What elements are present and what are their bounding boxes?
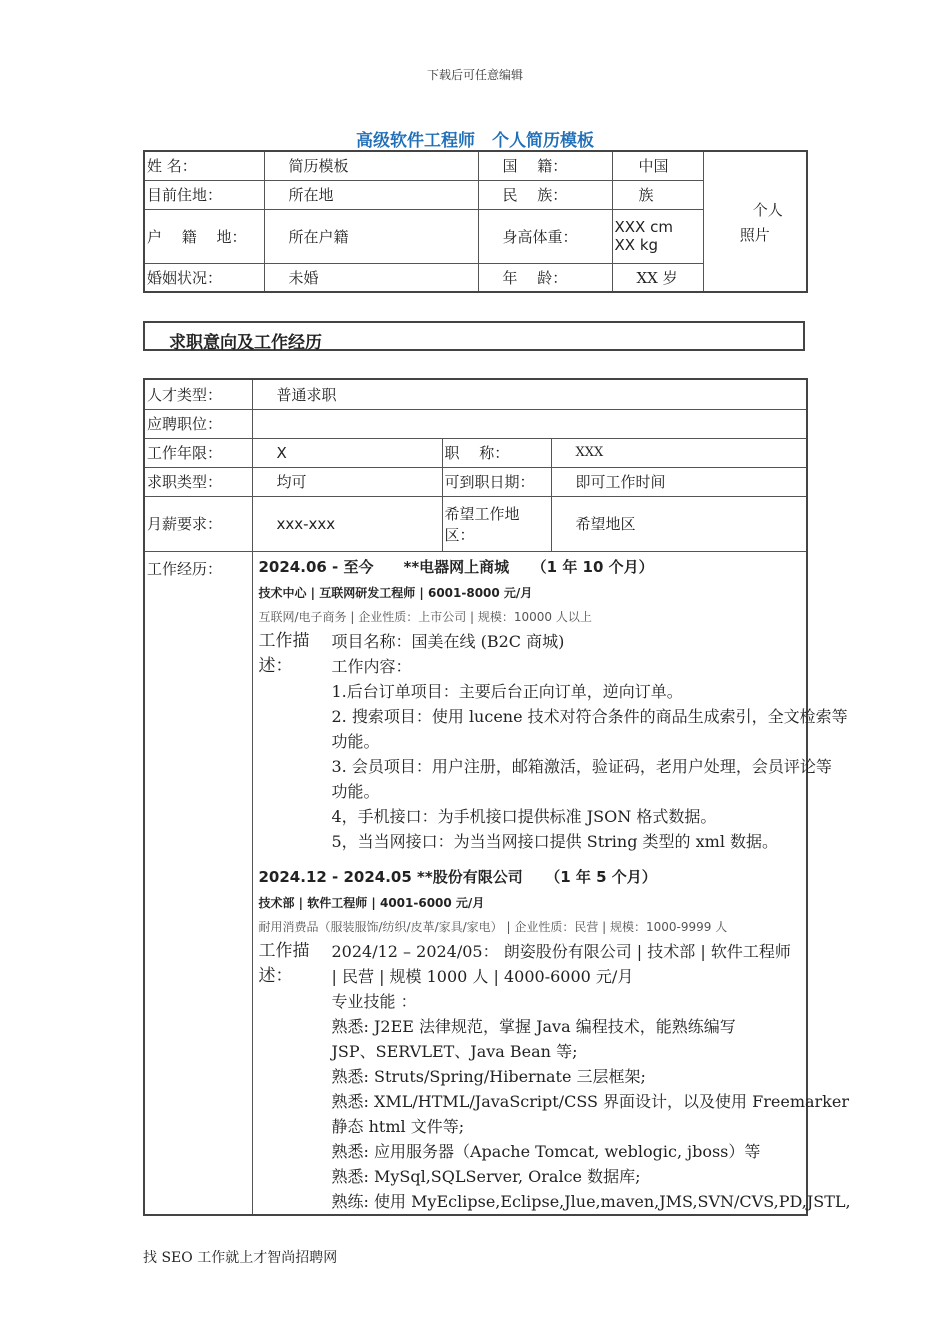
- desc-label-line2: 述：: [258, 965, 293, 986]
- desc-label: [259, 939, 332, 1214]
- ethnicity-value: 族: [612, 180, 703, 209]
- desc-line: 熟悉: J2EE 法律规范，掌握 Java 编程技术，能熟练编写: [331, 1016, 736, 1036]
- location-label: [442, 496, 551, 551]
- desc-line: 5，当当网接口：为当当网接口提供 String 类型的 xml 数据。: [331, 831, 779, 851]
- job-type-value: 均可: [252, 467, 442, 496]
- job-type-label: 求职类型：: [144, 467, 252, 496]
- rank-label: 职 称：: [442, 438, 551, 467]
- available-label: 可到职日期：: [442, 467, 551, 496]
- age-value: XX 岁: [612, 263, 703, 292]
- ethnicity-label: 民 族：: [478, 180, 612, 209]
- name-label: 姓 名：: [144, 151, 264, 180]
- desc-line: 功能。: [331, 731, 380, 751]
- years-value: X: [252, 438, 442, 467]
- section-title: 求职意向及工作经历: [169, 333, 322, 353]
- job-header: 2024.12 - 2024.05 **股份有限公司 （1 年 5 个月）: [258, 867, 657, 886]
- photo-label-line2: 照片: [739, 225, 770, 244]
- years-label: 工作年限：: [144, 438, 252, 467]
- desc-line: 2024/12 – 2024/05： 朗姿股份有限公司 | 技术部 | 软件工程师: [331, 941, 791, 961]
- residence-value: 所在地: [264, 180, 478, 209]
- location-label-line2: 区：: [444, 525, 475, 544]
- height-value: XXX cm: [614, 218, 673, 236]
- salary-label: 月薪要求：: [144, 496, 252, 551]
- desc-line: | 民营 | 规模 1000 人 | 4000-6000 元/月: [331, 966, 634, 986]
- desc-label-line1: 工作描: [258, 630, 310, 651]
- position-label: 应聘职位：: [144, 409, 252, 438]
- name-value: 简历模板: [264, 151, 478, 180]
- weight-value: XX kg: [614, 236, 659, 254]
- desc-line: 工作内容：: [331, 656, 412, 676]
- talent-type-value: 普通求职: [252, 379, 807, 409]
- desc-line: 2. 搜索项目：使用 lucene 技术对符合条件的商品生成索引，全文检索等: [331, 706, 848, 726]
- desc-line: 熟悉: Struts/Spring/Hibernate 三层框架;: [331, 1066, 646, 1086]
- desc-line: 项目名称：国美在线 (B2C 商城): [331, 631, 565, 651]
- desc-line: 熟悉: XML/HTML/JavaScript/CSS 界面设计，以及使用 Freemarker: [331, 1091, 849, 1111]
- photo-placeholder: [703, 151, 807, 292]
- footer-text: 找 SEO 工作就上才智尚招聘网: [143, 1250, 338, 1266]
- page-title: 高级软件工程师 个人简历模板: [356, 131, 594, 151]
- job-description: [258, 629, 848, 854]
- job-description: [258, 939, 851, 1214]
- location-value: 希望地区: [551, 496, 807, 551]
- job-entry: [258, 866, 851, 1214]
- talent-type-label: 人才类型：: [144, 379, 252, 409]
- desc-line: 功能。: [331, 781, 380, 801]
- desc-line: 专业技能 ：: [331, 991, 417, 1011]
- photo-label-line1: 个人: [752, 200, 783, 219]
- desc-line: 熟练: 使用 MyEclipse,Eclipse,Jlue,maven,JMS,SVN/CVS,PD,JSTL,: [331, 1191, 851, 1211]
- residence-label: 目前住地：: [144, 180, 264, 209]
- job-department-line: 技术部 | 软件工程师 | 4001-6000 元/月: [258, 895, 485, 910]
- rank-value: XXX: [551, 438, 807, 467]
- job-header: 2024.06 - 至今 **电器网上商城 （1 年 10 个月）: [258, 557, 654, 576]
- salary-value: xxx-xxx: [252, 496, 442, 551]
- desc-text: [332, 629, 848, 854]
- height-weight-value: [612, 209, 703, 263]
- experience-content: [252, 551, 851, 1215]
- job-intent-table: [143, 378, 851, 1216]
- header-note: 下载后可任意编辑: [426, 68, 523, 82]
- section-heading: [143, 321, 805, 351]
- job-department-line: 技术中心 | 互联网研发工程师 | 6001-8000 元/月: [258, 585, 533, 600]
- nationality-label: 国 籍：: [478, 151, 612, 180]
- height-weight-label: 身高体重：: [478, 209, 612, 263]
- desc-line: 静态 html 文件等;: [331, 1116, 465, 1136]
- nationality-value: 中国: [612, 151, 703, 180]
- location-label-line1: 希望工作地: [444, 504, 520, 523]
- desc-label-line1: 工作描: [258, 940, 310, 961]
- hukou-label: 户 籍 地：: [144, 209, 264, 263]
- desc-label-line2: 述：: [258, 655, 293, 676]
- personal-info-table: [143, 150, 808, 293]
- experience-label: 工作经历：: [144, 551, 252, 1215]
- desc-line: JSP、SERVLET、Java Bean 等;: [331, 1041, 578, 1061]
- available-value: 即可工作时间: [551, 467, 807, 496]
- desc-label: [259, 629, 332, 854]
- desc-line: 3. 会员项目：用户注册，邮箱激活，验证码，老用户处理，会员评论等: [331, 756, 832, 776]
- age-label: 年 龄：: [478, 263, 612, 292]
- desc-line: 熟悉: 应用服务器（Apache Tomcat, weblogic, jboss）等: [331, 1141, 761, 1161]
- position-value: [252, 409, 807, 438]
- job-industry-line: 互联网/电子商务 | 企业性质：上市公司 | 规模：10000 人以上: [258, 609, 592, 624]
- marital-label: 婚姻状况：: [144, 263, 264, 292]
- desc-line: 熟悉: MySql,SQLServer, Oralce 数据库;: [331, 1166, 641, 1186]
- desc-text: [332, 939, 851, 1214]
- desc-line: 4，手机接口：为手机接口提供标准 JSON 格式数据。: [331, 806, 717, 826]
- hukou-value: 所在户籍: [264, 209, 478, 263]
- desc-line: 1.后台订单项目：主要后台正向订单，逆向订单。: [331, 681, 683, 701]
- job-industry-line: 耐用消费品（服装服饰/纺织/皮革/家具/家电） | 企业性质：民营 | 规模：1000-9999 人: [258, 919, 728, 934]
- marital-value: 未婚: [264, 263, 478, 292]
- job-entry: [258, 556, 848, 854]
